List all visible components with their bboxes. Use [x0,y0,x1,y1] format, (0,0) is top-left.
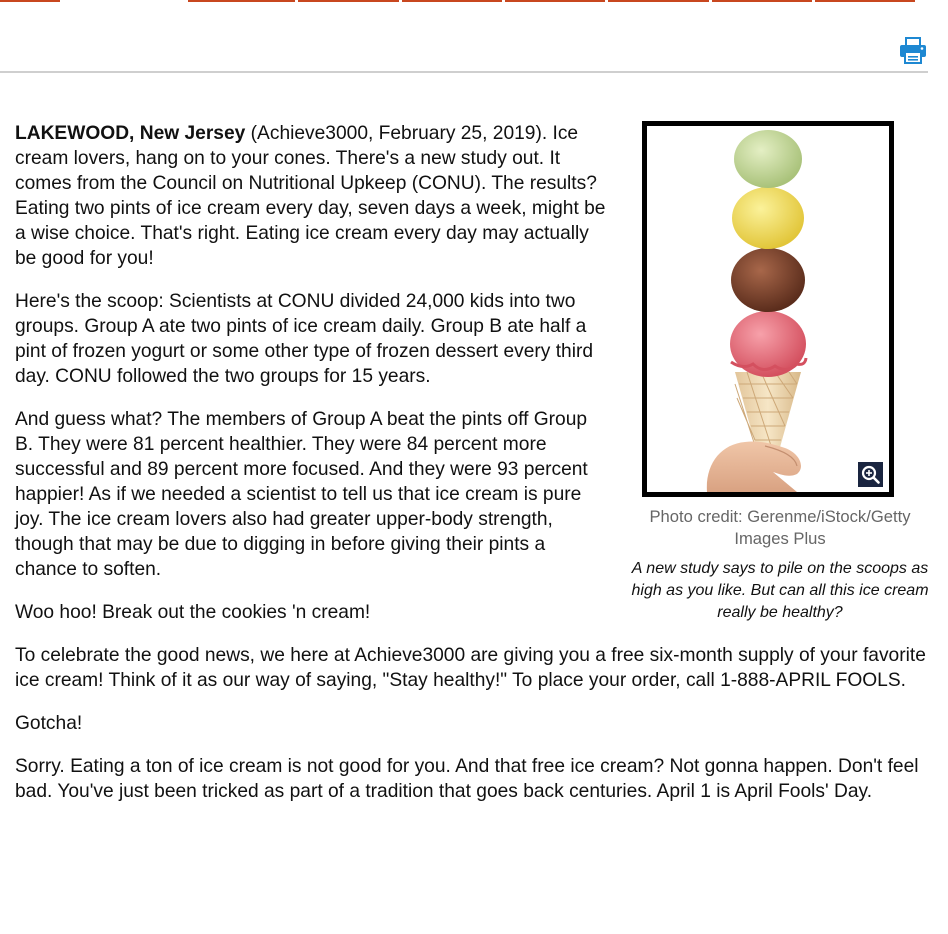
tab-indicator[interactable] [298,0,399,2]
dateline-place: LAKEWOOD, New Jersey [15,123,246,144]
article-figure [629,121,931,624]
article-body [15,121,931,822]
ice-cream-photo[interactable] [642,121,894,497]
photo-credit: Photo credit: Gerenme/iStock/Getty Images Plus [649,507,911,548]
tab-indicator[interactable] [0,0,60,2]
tab-indicator[interactable] [712,0,812,2]
tab-indicator[interactable] [402,0,502,2]
top-tab-strip [0,0,948,3]
tab-indicator[interactable] [815,0,915,2]
ice-cream-cone-image [647,126,889,492]
header-divider [0,71,928,73]
magnifier-zoom-icon [858,462,883,487]
printer-icon [898,37,928,65]
tab-indicator[interactable] [608,0,709,2]
article-paragraph: Gotcha! [15,713,83,734]
dateline-text: (Achieve3000, February 25, 2019). Ice cream lovers, hang on to your cones. There's a new study out. It comes from the Council on Nutritional Upkeep (CONU). The results? Eating two pints of ice cream every day, seven days a week, might be a wise choice. That's right. Eating ice cream every day may actually be good for you! [15,123,606,269]
photo-caption: A new study says to pile on the scoops as high as you like. But can all this ice cream really be healthy? [631,560,929,621]
article-paragraph: Here's the scoop: Scientists at CONU divided 24,000 kids into two groups. Group A ate two pints of ice cream daily. Group B ate half a pint of frozen yogurt or some other type of frozen dessert every third day. CONU followed the two groups for 15 years. [15,291,594,387]
article-paragraph: To celebrate the good news, we here at Achieve3000 are giving you a free six-month supply of your favorite ice cream! Think of it as our way of saying, "Stay healthy!" To place your order, call 1-888-APRIL FOOLS. [15,645,926,691]
print-button[interactable] [898,37,928,65]
article-paragraph: Sorry. Eating a ton of ice cream is not good for you. And that free ice cream? Not gonna happen. Don't feel bad. You've just been tricked as part of a tradition that goes back centuries. April 1 is April Fools' Day. [15,756,919,802]
article-paragraph: Woo hoo! Break out the cookies 'n cream! [15,602,371,623]
article-paragraph: And guess what? The members of Group A beat the pints off Group B. They were 81 percent healthier. They were 84 percent more successful and 89 percent more focused. And they were 93 percent happier! As if we needed a scientist to tell us that ice cream is pure joy. The ice cream lovers also had greater upper-body strength, though that may be due to digging in before giving their pints a chance to soften. [15,409,588,580]
tab-indicator[interactable] [505,0,605,2]
tab-indicator[interactable] [188,0,295,2]
zoom-button[interactable] [858,462,883,487]
